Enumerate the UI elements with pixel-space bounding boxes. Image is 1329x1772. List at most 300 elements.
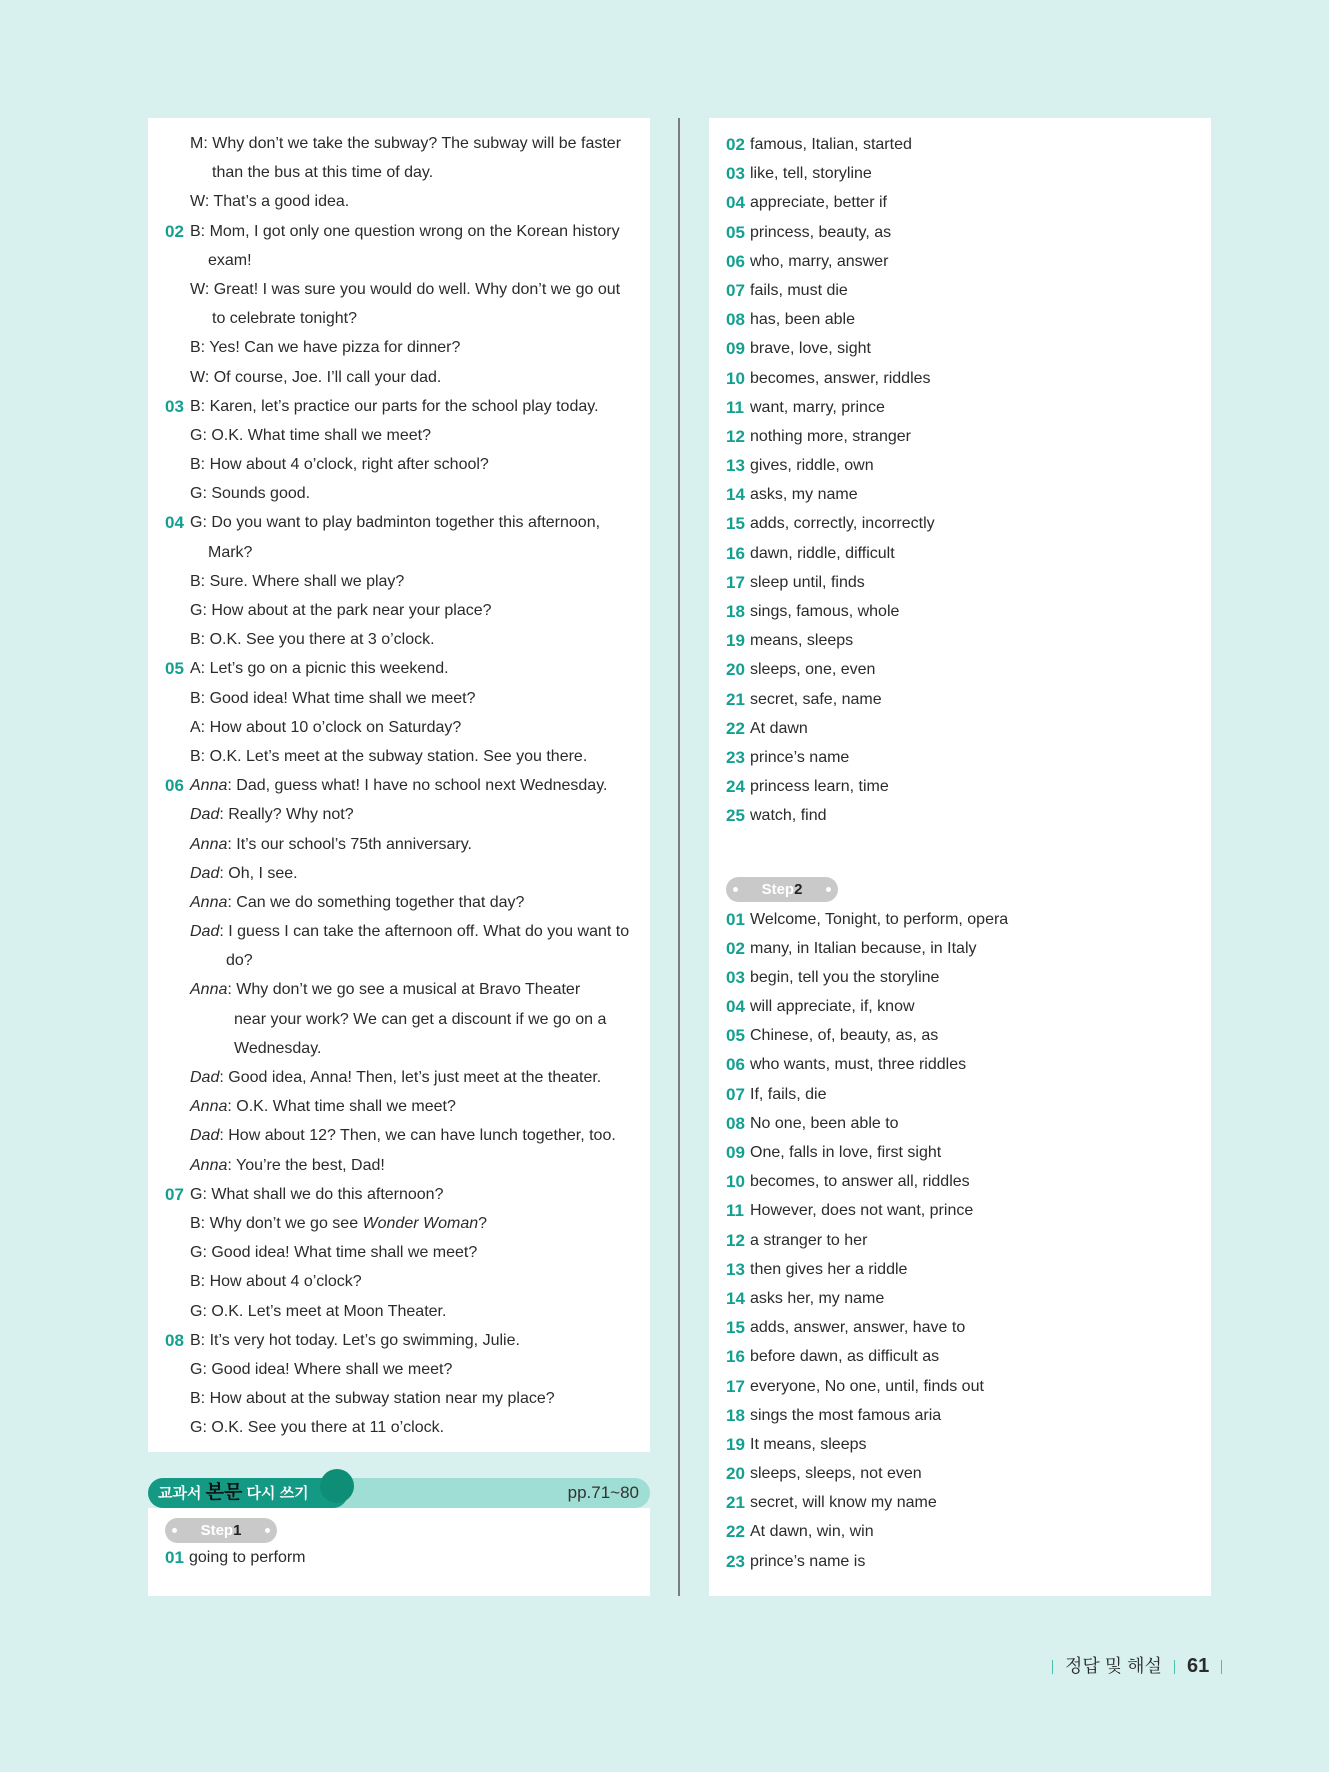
answer-row [709, 1342, 1211, 1371]
dialogue-text: You’re the best, Dad! [235, 1156, 385, 1174]
answer-number: 22 [726, 1522, 745, 1542]
answer-text: watch, find [750, 807, 827, 825]
speaker: Dad [190, 806, 220, 824]
speaker: Anna [190, 1156, 228, 1174]
script-line [148, 771, 650, 800]
answer-number: 02 [726, 135, 745, 154]
page-footer [1040, 1654, 1234, 1678]
dialogue-line: B: Yes! Can we have pizza for dinner? [190, 339, 461, 357]
speaker: B [190, 1390, 201, 1408]
answer-text: brave, love, sight [750, 340, 871, 358]
answer-row [709, 1313, 1211, 1342]
answer-row [709, 1050, 1211, 1079]
answer-text: One, falls in love, first sight [750, 1144, 942, 1161]
script-line [148, 742, 650, 771]
speaker: B [190, 222, 201, 240]
answer-text: secret, will know my name [750, 1494, 937, 1512]
script-line [148, 625, 650, 654]
speaker: Anna [190, 981, 228, 999]
answer-row [709, 714, 1211, 743]
answer-text: who wants, must, three riddles [750, 1056, 967, 1074]
item-number: 05 [165, 659, 184, 679]
dialogue-line: G: Sounds good. [190, 485, 311, 503]
speaker: Anna [190, 893, 228, 911]
answer-text: begin, tell you the storyline [750, 968, 940, 986]
footer-section: 정답 및 해설 [1065, 1656, 1162, 1676]
answer-text: secret, safe, name [750, 690, 882, 708]
answer-number: 17 [726, 572, 745, 592]
script-line [148, 1267, 650, 1296]
dialogue-text: Why don’t we go see [209, 1214, 363, 1232]
answer-row [709, 1138, 1211, 1167]
speaker: W [190, 280, 205, 298]
answer-text: nothing more, stranger [750, 427, 911, 445]
script-line [148, 246, 650, 275]
answer-number: 18 [726, 1405, 745, 1425]
speaker: Dad [190, 923, 220, 941]
dialogue-line: Anna: Why don’t we go see a musical at Bravo Theater [190, 981, 581, 999]
speaker: B [190, 631, 201, 649]
dialogue-line: W: Great! I was sure you would do well. Why don’t we go out [190, 280, 621, 298]
script-line [148, 1151, 650, 1180]
answer-row [709, 539, 1211, 568]
answer-number: 04 [726, 997, 745, 1017]
answer-number: 03 [726, 967, 745, 987]
script-line [148, 333, 650, 362]
answer-text: No one, been able to [750, 1114, 899, 1132]
answer-text: sleep until, finds [750, 573, 865, 591]
dialogue-line: B: How about 4 o’clock, right after school? [190, 456, 489, 474]
script-line [148, 1092, 650, 1121]
dialogue-text: Good idea! Where shall we meet? [211, 1360, 453, 1378]
dialogue-text: O.K. See you there at 3 o’clock. [209, 631, 435, 649]
dialogue-text: How about at the park near your place? [211, 602, 492, 619]
dialogue-text: Why don’t we take the subway? The subway will be faster [212, 135, 622, 152]
speaker: W [190, 368, 205, 386]
dialogue-line: B: O.K. Let’s meet at the subway station. See you there. [190, 747, 588, 765]
answer-row [709, 963, 1211, 992]
answer-row [709, 130, 1211, 159]
speaker: B [190, 747, 201, 765]
title-part: 다시 쓰기 [246, 1485, 309, 1502]
speaker: Dad [190, 864, 220, 882]
dialogue-line: Dad: Really? Why not? [190, 806, 354, 824]
dialogue-line: B: Good idea! What time shall we meet? [190, 689, 476, 707]
speaker: Anna [190, 777, 228, 795]
dialogue-text: O.K. Let’s meet at Moon Theater. [211, 1302, 447, 1320]
script-line [148, 187, 650, 216]
answer-row [709, 276, 1211, 305]
answer-row [709, 905, 1211, 934]
answer-row [709, 655, 1211, 684]
answer-text: sleeps, one, even [750, 661, 876, 679]
dialogue-line: W: Of course, Joe. I’ll call your dad. [190, 368, 442, 386]
answer-number: 04 [726, 193, 745, 213]
answer-text: princess, beauty, as [750, 223, 892, 241]
answer-number: 13 [726, 456, 745, 476]
answer-row [709, 1547, 1211, 1576]
speaker: A [190, 660, 201, 678]
step2-answers [709, 905, 1211, 1576]
answer-number: 21 [726, 689, 745, 709]
script-continuation: than the bus at this time of day. [212, 164, 434, 182]
answer-text: prince’s name is [750, 1552, 866, 1570]
answer-number: 08 [726, 1113, 745, 1133]
answer-text: famous, Italian, started [750, 136, 912, 153]
answer-text: Welcome, Tonight, to perform, opera [750, 910, 1009, 928]
answer-row [709, 393, 1211, 422]
script-line [148, 129, 650, 158]
answer-text: adds, answer, answer, have to [750, 1319, 966, 1337]
answer-row [709, 305, 1211, 334]
answer-row [709, 509, 1211, 538]
answer-text: will appreciate, if, know [750, 998, 915, 1016]
dialogue-line: B: Karen, let’s practice our parts for the school play today. [190, 397, 599, 415]
script-line [148, 1297, 650, 1326]
answer-row [709, 1284, 1211, 1313]
answer-text: going to perform [189, 1549, 306, 1566]
answer-row [709, 1488, 1211, 1517]
step2-badge [726, 877, 838, 902]
dialogue-line: Anna: Can we do something together that day? [190, 893, 525, 911]
dialogue-line: G: Good idea! What time shall we meet? [190, 1244, 478, 1262]
answer-text: means, sleeps [750, 632, 854, 650]
answer-number: 12 [726, 1230, 745, 1250]
answer-row [709, 1080, 1211, 1109]
script-line [148, 1209, 650, 1238]
script-continuation: to celebrate tonight? [212, 310, 357, 328]
dialogue-line: Anna: O.K. What time shall we meet? [190, 1098, 456, 1116]
speaker: B [190, 1273, 201, 1291]
step1-answers [709, 130, 1211, 831]
script-line [148, 479, 650, 508]
answer-number: 09 [726, 339, 745, 359]
answer-row [709, 1430, 1211, 1459]
dialogue-line: Dad: Oh, I see. [190, 864, 298, 882]
title-part: 교과서 [158, 1485, 202, 1502]
speaker: B [190, 339, 201, 357]
dialogue-text: Oh, I see. [228, 864, 298, 882]
speaker: A [190, 718, 201, 736]
script-line [148, 654, 650, 683]
speaker: G [190, 1185, 203, 1203]
script-line [148, 1005, 650, 1034]
answer-number: 20 [726, 1464, 745, 1484]
listening-script-panel [148, 118, 650, 1452]
answer-text: like, tell, storyline [750, 165, 872, 183]
item-number: 08 [165, 1330, 184, 1350]
answer-text: asks her, my name [750, 1289, 885, 1307]
answer-number: 11 [726, 397, 744, 417]
answer-text: has, been able [750, 311, 855, 329]
section-title [158, 1478, 309, 1509]
dialogue-text: Karen, let’s practice our parts for the school play today. [209, 397, 599, 415]
dialogue-line: G: Do you want to play badminton together this afternoon, [190, 514, 601, 532]
dialogue-text: Yes! Can we have pizza for dinner? [209, 339, 461, 357]
dialogue-text: How about 4 o’clock, right after school? [209, 456, 489, 474]
answer-number: 19 [726, 631, 745, 651]
script-line [148, 1121, 650, 1150]
answer-number: 11 [726, 1201, 744, 1221]
dialogue-text: How about at the subway station near my place? [209, 1390, 555, 1408]
answer-number: 23 [726, 1551, 745, 1571]
answer-text: before dawn, as difficult as [750, 1348, 940, 1366]
dialogue-text: Really? Why not? [228, 806, 354, 824]
script-line [148, 800, 650, 829]
script-line [148, 1413, 650, 1442]
dialogue-line: B: O.K. See you there at 3 o’clock. [190, 631, 435, 649]
answer-number: 10 [726, 368, 745, 388]
dialogue-text: I guess I can take the afternoon off. What do you want to [228, 923, 630, 941]
answer-text: At dawn, win, win [750, 1523, 874, 1541]
answer-row [709, 685, 1211, 714]
speaker: G [190, 602, 203, 619]
script-line [148, 421, 650, 450]
answer-number: 25 [726, 806, 745, 826]
dialogue-text: O.K. See you there at 11 o’clock. [211, 1419, 445, 1437]
answer-row [709, 1226, 1211, 1255]
script-line [148, 508, 650, 537]
answer-row [709, 801, 1211, 830]
speaker: B [190, 456, 201, 474]
step-label: Step [761, 880, 795, 898]
answer-number: 07 [726, 280, 745, 300]
title-italic: Wonder Woman [362, 1214, 479, 1232]
step-label: Step [200, 1522, 234, 1539]
script-line [148, 363, 650, 392]
dialogue-line: Dad: Good idea, Anna! Then, let’s just meet at the theater. [190, 1069, 602, 1086]
answer-number: 03 [726, 164, 745, 184]
answer-text: asks, my name [750, 486, 858, 504]
script-line [148, 684, 650, 713]
answer-text: everyone, No one, until, finds out [750, 1377, 984, 1395]
step1-badge [165, 1518, 277, 1543]
speaker: B [190, 1214, 201, 1232]
answer-number: 01 [726, 909, 745, 929]
answer-number: 14 [726, 485, 745, 505]
dialogue-text: Can we do something together that day? [236, 893, 525, 911]
answer-row [709, 451, 1211, 480]
script-line [148, 888, 650, 917]
answer-number: 22 [726, 718, 745, 738]
dialogue-text: How about 10 o’clock on Saturday? [209, 718, 462, 736]
answer-number: 05 [726, 1026, 745, 1046]
speaker: G [190, 514, 203, 532]
answer-row [709, 1167, 1211, 1196]
answer-text: However, does not want, prince [750, 1202, 974, 1220]
speaker: G [190, 1419, 203, 1437]
dialogue-line: B: Sure. Where shall we play? [190, 572, 405, 590]
answer-number: 23 [726, 747, 745, 767]
answer-number: 13 [726, 1259, 745, 1279]
speaker: B [190, 689, 201, 707]
script-continuation: exam! [208, 251, 252, 269]
dialogue-line: G: What shall we do this afternoon? [190, 1185, 444, 1203]
answer-text: prince’s name [750, 748, 850, 766]
speaker: B [190, 572, 201, 590]
answer-text: want, marry, prince [750, 398, 885, 416]
dialogue-text: Let’s go on a picnic this weekend. [209, 660, 449, 678]
answer-number: 05 [726, 222, 745, 242]
dialogue-line: G: How about at the park near your place? [190, 602, 492, 619]
section-banner-circle [320, 1469, 354, 1503]
answer-text: appreciate, better if [750, 194, 887, 212]
dialogue-text: Great! I was sure you would do well. Why don’t we go out [213, 280, 621, 298]
answer-row [709, 1372, 1211, 1401]
answer-number: 01 [165, 1548, 184, 1567]
item-number: 03 [165, 396, 184, 416]
dialogue-line: Dad: I guess I can take the afternoon off. What do you want to [190, 923, 630, 941]
answer-text: dawn, riddle, difficult [750, 544, 895, 562]
answer-row [709, 1401, 1211, 1430]
answer-row [709, 568, 1211, 597]
script-line [148, 975, 650, 1004]
answer-text: many, in Italian because, in Italy [750, 939, 977, 957]
answer-number: 24 [726, 777, 745, 797]
script-continuation: do? [226, 952, 253, 970]
answer-number: 06 [726, 1055, 745, 1075]
script-line [148, 217, 650, 246]
answer-row [709, 626, 1211, 655]
answer-number: 12 [726, 426, 745, 446]
column-divider [678, 118, 680, 1596]
script-line [148, 158, 650, 187]
answer-row [709, 1255, 1211, 1284]
dialogue-text: How about 12? Then, we can have lunch together, too. [228, 1127, 616, 1145]
step-number: 1 [233, 1522, 242, 1539]
page-range: pp.71~80 [567, 1483, 639, 1502]
script-line [148, 275, 650, 304]
answer-row [709, 480, 1211, 509]
answer-number: 08 [726, 310, 745, 330]
script-line [148, 1180, 650, 1209]
script-line [148, 567, 650, 596]
answer-number: 19 [726, 1434, 745, 1454]
item-number: 02 [165, 221, 184, 241]
speaker: G [190, 426, 203, 444]
answer-row [709, 1109, 1211, 1138]
answer-number: 14 [726, 1288, 745, 1308]
speaker: Anna [190, 835, 228, 853]
answer-row [148, 1543, 650, 1572]
script-line [148, 917, 650, 946]
answer-row [709, 1517, 1211, 1546]
answer-row [709, 992, 1211, 1021]
answer-text: sings, famous, whole [750, 603, 900, 620]
answer-text: becomes, to answer all, riddles [750, 1173, 970, 1191]
script-line [148, 859, 650, 888]
script-continuation: Mark? [208, 543, 253, 561]
answer-row [709, 772, 1211, 801]
dialogue-text: What shall we do this afternoon? [211, 1185, 444, 1203]
dialogue-text: O.K. What time shall we meet? [211, 426, 431, 444]
answer-number: 20 [726, 660, 745, 680]
answer-number: 06 [726, 251, 745, 271]
answer-row [709, 247, 1211, 276]
answer-row [709, 743, 1211, 772]
answer-text: a stranger to her [750, 1231, 868, 1249]
answer-number: 16 [726, 543, 745, 563]
answer-text: who, marry, answer [750, 252, 889, 270]
speaker: M [190, 135, 204, 152]
item-number: 07 [165, 1184, 184, 1204]
answer-row [709, 364, 1211, 393]
answer-number: 15 [726, 514, 745, 534]
answer-row [709, 422, 1211, 451]
answer-number: 15 [726, 1318, 745, 1338]
speaker: Anna [190, 1098, 228, 1116]
answer-row [709, 1021, 1211, 1050]
answer-text: sleeps, sleeps, not even [750, 1465, 922, 1483]
dialogue-line: G: Good idea! Where shall we meet? [190, 1360, 453, 1378]
speaker: G [190, 1244, 203, 1262]
answer-row [709, 597, 1211, 626]
script-continuation: Wednesday. [234, 1039, 322, 1057]
dialogue-line: G: O.K. See you there at 11 o’clock. [190, 1419, 445, 1437]
script-line [148, 946, 650, 975]
speaker: B [190, 397, 201, 415]
answer-text: It means, sleeps [750, 1435, 867, 1453]
dialogue-text: Mom, I got only one question wrong on the Korean history [209, 222, 620, 240]
step1-start-panel [148, 1508, 650, 1596]
dialogue-text: Of course, Joe. I’ll call your dad. [213, 368, 442, 386]
script-line [148, 304, 650, 333]
speaker: G [190, 485, 203, 503]
dialogue-line: W: That’s a good idea. [190, 193, 350, 211]
dialogue-text: Good idea! What time shall we meet? [211, 1244, 478, 1262]
page-number: 61 [1186, 1655, 1210, 1677]
answer-number: 16 [726, 1347, 745, 1367]
answer-row [709, 334, 1211, 363]
script-line [148, 1034, 650, 1063]
item-number: 06 [165, 776, 184, 796]
answer-text: If, fails, die [750, 1085, 827, 1103]
answer-text: becomes, answer, riddles [750, 369, 931, 387]
answer-text: sings the most famous aria [750, 1406, 942, 1424]
dialogue-line: G: O.K. Let’s meet at Moon Theater. [190, 1302, 447, 1320]
answer-number: 17 [726, 1376, 745, 1396]
dialogue-text: Good idea, Anna! Then, let’s just meet at the theater. [228, 1069, 602, 1086]
speaker: G [190, 1302, 203, 1320]
dialogue-line: G: O.K. What time shall we meet? [190, 426, 431, 444]
dialogue-line: A: How about 10 o’clock on Saturday? [190, 718, 462, 736]
dialogue-text: Sounds good. [211, 485, 311, 503]
step-number: 2 [794, 880, 803, 898]
dialogue-line: B: Mom, I got only one question wrong on the Korean history [190, 222, 620, 240]
answer-text: gives, riddle, own [750, 457, 874, 475]
script-line [148, 1384, 650, 1413]
answer-text: adds, correctly, incorrectly [750, 515, 935, 533]
item-number: 04 [165, 513, 184, 533]
dialogue-line: Anna: Dad, guess what! I have no school next Wednesday. [190, 777, 608, 795]
answer-row [709, 934, 1211, 963]
script-continuation: near your work? We can get a discount if we go on a [234, 1010, 607, 1028]
answer-number: 07 [726, 1084, 745, 1104]
dialogue-text: It’s very hot today. Let’s go swimming, Julie. [209, 1331, 520, 1349]
answer-row [709, 188, 1211, 217]
script-line [148, 830, 650, 859]
answer-row [709, 218, 1211, 247]
answers-panel [709, 118, 1211, 1596]
dialogue-line: B: Why don’t we go see Wonder Woman? [190, 1214, 488, 1232]
speaker: B [190, 1331, 201, 1349]
speaker: W [190, 193, 205, 211]
answer-number: 18 [726, 602, 745, 621]
answer-number: 02 [726, 938, 745, 958]
speaker: Dad [190, 1127, 220, 1145]
dialogue-text: That’s a good idea. [213, 193, 350, 211]
dialogue-text: Sure. Where shall we play? [209, 572, 405, 590]
